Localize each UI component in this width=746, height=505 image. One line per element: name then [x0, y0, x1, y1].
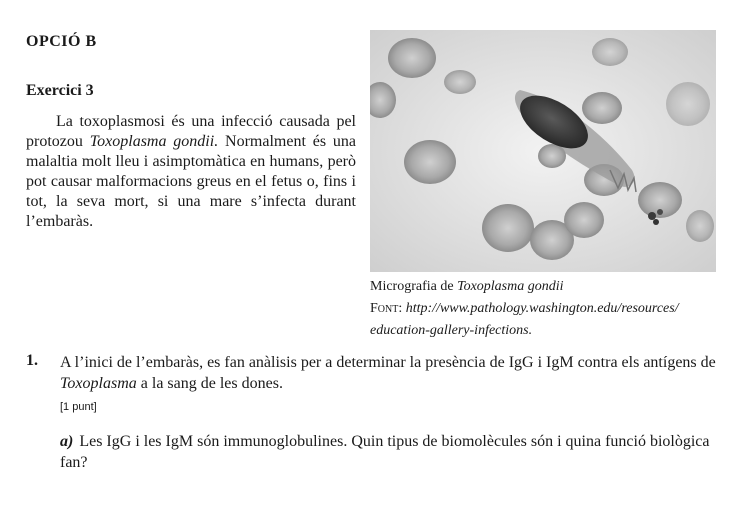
subquestion-a	[60, 431, 716, 473]
intro-species-name: Toxoplasma gondii.	[89, 133, 219, 150]
subquestion-label: a)	[60, 433, 74, 450]
exercise-title: Exercici 3	[26, 82, 94, 99]
question-text-start: A l’inici de l’embaràs, es fan anàlisis per a determinar la presència de IgG i IgM contra els antígens de	[60, 354, 716, 371]
toxoplasma-micrograph	[370, 30, 716, 272]
intro-text-start: La toxoplasmosi és una infecció causada pel protozou	[26, 113, 356, 150]
source-url-line2: education-gallery-infections.	[370, 323, 533, 338]
source-label: Font:	[370, 301, 403, 316]
subquestion-text: Les IgG i les IgM són immunoglobulines. Quin tipus de biomolècules són i quina funció biològica fan?	[60, 433, 710, 471]
caption-species: Toxoplasma gondii	[457, 279, 564, 294]
source-line	[370, 298, 730, 320]
figure-caption	[370, 276, 730, 342]
question-text-end: a la sang de les dones.	[136, 375, 283, 392]
option-title: OPCIÓ B	[26, 33, 97, 50]
caption-text: Micrografia de	[370, 279, 458, 294]
source-url-line1: http://www.pathology.washington.edu/resources/	[405, 301, 679, 316]
intro-paragraph	[26, 112, 356, 232]
question-number: 1.	[26, 352, 38, 369]
points-label: [1 punt]	[60, 401, 97, 413]
question-text-emphasis: Toxoplasma	[60, 375, 137, 392]
intro-text-end: Normalment és una malaltia molt lleu i asimptomàtica en humans, però pot causar malformacions greus en el fetus o, fins i tot, la seva mort, si una mare s’infecta durant l’embaràs.	[26, 133, 357, 230]
question-text	[60, 352, 716, 394]
source-line-2	[370, 320, 730, 342]
caption-line	[370, 276, 730, 298]
